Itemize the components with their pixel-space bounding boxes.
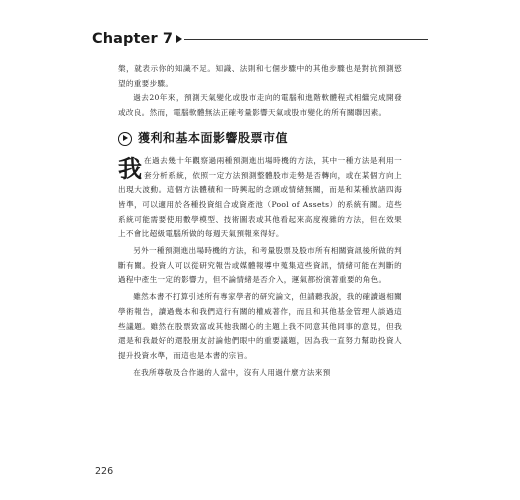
- body-text: [118, 62, 402, 380]
- paragraph-three: 另外一種預測進出場時機的方法，和考量股票及股市所有相關資訊後所做的判斷有關。投資人可以從研究報告或媒體報導中蒐集這些資訊，情緒可能在判斷的過程中產生一定的影響力，但不論情緒是否介入，運氣都扮演著重要的角色。: [118, 246, 402, 285]
- intro-paragraph: 過去20年來，預測天氣變化或股市走向的電腦和進階軟體程式相繼完成開發或改良。然而，電腦軟體無法正確考量影響天氣或股市變化的所有關聯因素。: [118, 93, 402, 118]
- dropcap-character: 我: [118, 153, 143, 183]
- intro-paragraph-continuation: 槃，就表示你的知識不足。知識、法則和七個步驟中的其他步驟也是對抗預測慾望的重要步驟。: [118, 64, 402, 88]
- triangle-arrow-icon: [176, 35, 182, 43]
- paragraph-four: 雖然本書不打算引述所有專家學者的研究論文，但請聽我說，我的確讀過相關學術報告，讀過幾本和我們這行有關的權威著作，而且和其他基金管理人談過這些議題。雖然在股票致富或其他我關心的主題上我不同意其他同事的意見，但我還是和我最好的還股朋友討論他們眼中的重要議題，因為我一直努力幫助投資人提升投資水準，而這也是本書的宗旨。: [118, 292, 402, 360]
- header-rule: [184, 39, 428, 40]
- circle-play-icon: [118, 132, 132, 146]
- page-number: 226: [95, 466, 114, 477]
- chapter-header: [92, 31, 428, 47]
- chapter-title: Chapter 7: [92, 31, 174, 47]
- paragraph-five: 在我所尊敬及合作過的人當中，沒有人用過什麼方法來預: [133, 367, 331, 377]
- dropcap-paragraph-block: [118, 154, 402, 242]
- dropcap-paragraph: 在過去幾十年觀察過兩種預測進出場時機的方法，其中一種方法是利用一套分析系統，依照一定方法預測整體股市走勢是否轉向，或在某個方向上出現大波動。這個方法體積和一時興起的念頭或情緒無關，而是和某種放諸四海皆準，可以適用於各種投資組合或資產池（Pool of Assets）的系統有關。這些系統可能需要使用數學模型、技術圖表或其他看起來高度複雜的方法，但在效果上不會比超級電腦所做的每週天氣預報來得好。: [118, 155, 402, 239]
- section-title: 獲利和基本面影響股票市值: [138, 131, 289, 146]
- section-heading: [118, 130, 402, 148]
